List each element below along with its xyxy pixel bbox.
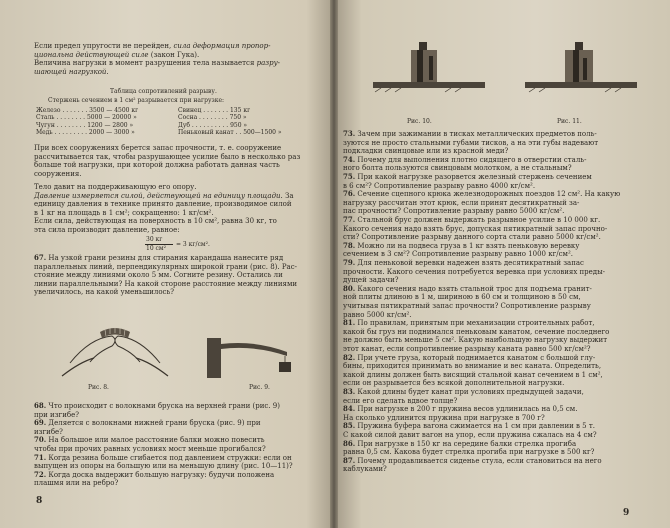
task-line: На сколько удлинится пружина при нагрузке в 700 г?: [343, 413, 545, 422]
formula-bar: [145, 244, 173, 245]
figure-caption: Рис. 10.: [407, 118, 432, 125]
page-number: 8: [36, 496, 43, 506]
intro-line: шающей нагрузкой.: [34, 67, 109, 76]
task-line: какой длины должен быть висящий стальной канат сечением в 1 см²,: [343, 370, 603, 379]
task-line: 73. Зачем при зажимании в тисках металлических предметов поль-: [343, 129, 597, 138]
task-line: параллельных линий, перпендикулярных широкой грани (рис. 8). Рас-: [34, 262, 298, 271]
paragraph-line: Если сила, действующая на поверхность в 10 см², равна 30 кг, то: [34, 217, 277, 226]
paragraph-line: Тело давит на поддерживающую его опору.: [34, 183, 197, 191]
table-cell: Свинец . . . . . . . 135 кг: [178, 107, 251, 114]
task-line: если его сделать вдвое толще?: [343, 396, 458, 405]
task-line: какой бы груз ни поднимался пеньковым канатом, сечение последнего: [343, 327, 610, 336]
paragraph-line: При всех сооружениях берется запас прочности, т. е. сооружение: [34, 144, 282, 152]
page-number: 9: [623, 508, 630, 518]
task-line: 84. При нагрузке в 200 г пружина весов удлинилась на 0,5 см.: [343, 404, 578, 414]
task-line: нагрузку рассчитан этот крюк, если принят десятикратный за-: [343, 198, 580, 207]
task-line: 86. При нагрузке в 150 кг на середине балки стрелка прогиба: [343, 438, 577, 448]
task-line: ной плиты длиною в 1 м, шириною в 60 см и толщиною в 50 см,: [343, 293, 581, 302]
task-line: 79. Для пеньковой веревки надежен взять десятикратный запас: [343, 258, 584, 267]
table-cell: Чугун . . . . . . . . 1200 — 2800 »: [36, 121, 134, 129]
table-cell: Железо . . . . . . . 3500 — 4500 кг: [36, 107, 139, 114]
figure-caption: Рис. 11.: [557, 118, 582, 125]
table-cell: Медь . . . . . . . . . 2000 — 3000 »: [36, 129, 135, 137]
intro-line: Величина нагрузки в момент разрушения тела называется разру-: [34, 59, 280, 68]
formula-denominator: 10 см²: [146, 245, 166, 252]
task-line: этот канат, если сопротивление разрыву каната равно 500 кг/см²?: [343, 345, 591, 353]
figure-11-vise: [525, 40, 637, 108]
task-line: 81. По правилам, принятым при механизации строительных работ,: [343, 318, 595, 328]
paragraph-line: единицу давления в технике принято давление, производимое силой: [34, 200, 292, 209]
task-line: чтобы при прочих равных условиях мост меньше прогибался?: [34, 445, 266, 453]
right-page: [335, 0, 670, 528]
task-line: зуются не просто стальными губами тисков, а на эти губы надевают: [343, 138, 599, 147]
task-line: 83. Какой длины будет канат при условиях предыдущей задачи,: [343, 387, 584, 396]
task-line: 67. На узкой грани резины для стирания карандаша нанесите ряд: [34, 253, 284, 262]
task-line: линии параллельными? На какой стороне расстояние между линиями: [34, 279, 298, 288]
figure-caption: Рис. 8.: [88, 384, 109, 391]
task-line: 78. Можно ли на подвеса груза в 1 кг взять пеньковую веревку: [343, 240, 580, 250]
paragraph-line: сооружения.: [34, 169, 82, 178]
table-cell: Пеньковый канат . . 500—1500 »: [178, 129, 282, 137]
table-title: Таблица сопротивлений разрыву.: [110, 88, 217, 95]
task-line: 68. Что происходит с волокнами бруска на верхней грани (рис. 9): [34, 401, 280, 410]
task-line: Какого сечения надо взять брус, допуская пятикратный запас прочно-: [343, 224, 608, 233]
formula-numerator: 30 кг: [146, 236, 163, 243]
table-subtitle: Стержень сечением в 1 см² разрывается при нагрузке:: [48, 97, 225, 104]
task-line: 70. На большое или малое расстояние балки можно повесить: [34, 435, 265, 445]
table-cell: Дуб . . . . . . . . . . 950 »: [178, 121, 248, 129]
paragraph-line: Давление измеряется силой, действующей на единицу площади. За: [34, 191, 294, 200]
table-cell: Сосна . . . . . . . . 750 »: [178, 114, 247, 122]
task-line: 74. Почему для выполнения плотно сидящего в отверстии сталь-: [343, 154, 587, 164]
book-gutter: [330, 0, 338, 528]
task-line: прочности. Какого сечения потребуется веревка при условиях преды-: [343, 267, 606, 276]
paragraph-line: эта сила производит давление, равное:: [34, 226, 180, 234]
task-line: увеличилось, на какой уменьшилось?: [34, 288, 175, 297]
task-line: бины, приходится принимать во внимание и вес каната. Определить,: [343, 362, 602, 371]
task-line: равно 5000 кг/см².: [343, 310, 412, 319]
task-line: ного болта пользуются свинцовым молотком, а не стальным?: [343, 164, 572, 173]
paragraph-line: рассчитывается так, чтобы разрушающее усилие было в несколько раз: [34, 152, 301, 161]
task-line: пас прочности? Сопротивление разрыву равно 5000 кг/см².: [343, 207, 565, 216]
table-cell: Сталь . . . . . . . . 5000 — 20000 »: [36, 114, 137, 122]
task-line: каблуками?: [343, 465, 387, 474]
formula-result: = 3 кг/см².: [176, 241, 210, 248]
task-line: 80. Какого сечения надо взять стальной трос для подъема гранит-: [343, 283, 592, 293]
intro-line: циональна действующей силе (закон Гука).: [34, 50, 200, 59]
task-line: плашмя или на ребро?: [34, 479, 119, 488]
task-line: 71. Когда резина больше сгибается под давлением стружки: если он: [34, 452, 292, 462]
task-line: выпущен из опоры на большую или на меньшую длину (рис. 10—11)?: [34, 462, 293, 471]
task-line: не должно быть меньше 5 см². Какую наибольшую нагрузку выдержит: [343, 336, 608, 345]
task-line: 82. При учете груза, который поднимается канатом с большой глу-: [343, 352, 596, 362]
task-line: 75. При какой нагрузке разорвется железный стержень сечением: [343, 172, 592, 181]
task-line: 87. Почему продавливается сиденье стула, если становиться на него: [343, 455, 602, 465]
task-line: учитывая пятикратный запас прочности? Сопротивление разрыву: [343, 302, 591, 310]
paragraph-line: больше той нагрузки, при которой должна работать данная часть: [34, 161, 280, 170]
task-line: 72. Когда доска выдержит большую нагрузку: будучи положена: [34, 469, 275, 479]
figure-9-bent-bar: [205, 330, 305, 380]
task-line: подкладки свинцовые или из красной меди?: [343, 147, 509, 156]
figure-10-vise: [373, 40, 485, 108]
task-line: если он разрывается без всякой дополнительной нагрузки.: [343, 379, 565, 388]
task-line: 77. Стальной брус должен выдержать разрывное усилие в 10 000 кг.: [343, 215, 601, 224]
left-page: [0, 0, 333, 528]
task-line: 76. Сечение сцепного крюка железнодорожных поездов 12 см². На какую: [343, 189, 621, 199]
task-line: сти? Сопротивление разрыву данного сорта стали равно 5000 кг/см².: [343, 233, 601, 242]
task-line: 69. Деляется с волокнами нижней грани бруска (рис. 9) при: [34, 418, 261, 428]
task-line: в 6 см²? Сопротивление разрыву равно 4000 кг/см².: [343, 181, 536, 190]
figure-8-hands-eraser: [60, 318, 170, 382]
intro-line: Если предел упругости не перейден, сила деформация пропор-: [34, 42, 271, 50]
task-line: изгибе?: [34, 427, 63, 436]
task-line: равна 0,5 см. Какова будет стрелка прогиба при нагрузке в 500 кг?: [343, 448, 595, 457]
task-line: С какой силой давит вагон на упор, если пружина сжалась на 4 см?: [343, 431, 597, 439]
task-line: сечением в 3 см²? Сопротивление разрыву равно 1000 кг/см².: [343, 250, 574, 259]
figure-caption: Рис. 9.: [249, 384, 270, 391]
task-line: при изгибе?: [34, 410, 79, 419]
paragraph-line: в 1 кг на площадь в 1 см²; сокращенно: 1 кг/см².: [34, 208, 214, 217]
task-line: стояние между линиями около 5 мм. Согните резину. Остались ли: [34, 271, 283, 280]
task-line: 85. Пружина буфера вагона сжимается на 1 см при давлении в 5 т.: [343, 421, 595, 431]
task-line: дущей задачи?: [343, 276, 399, 285]
